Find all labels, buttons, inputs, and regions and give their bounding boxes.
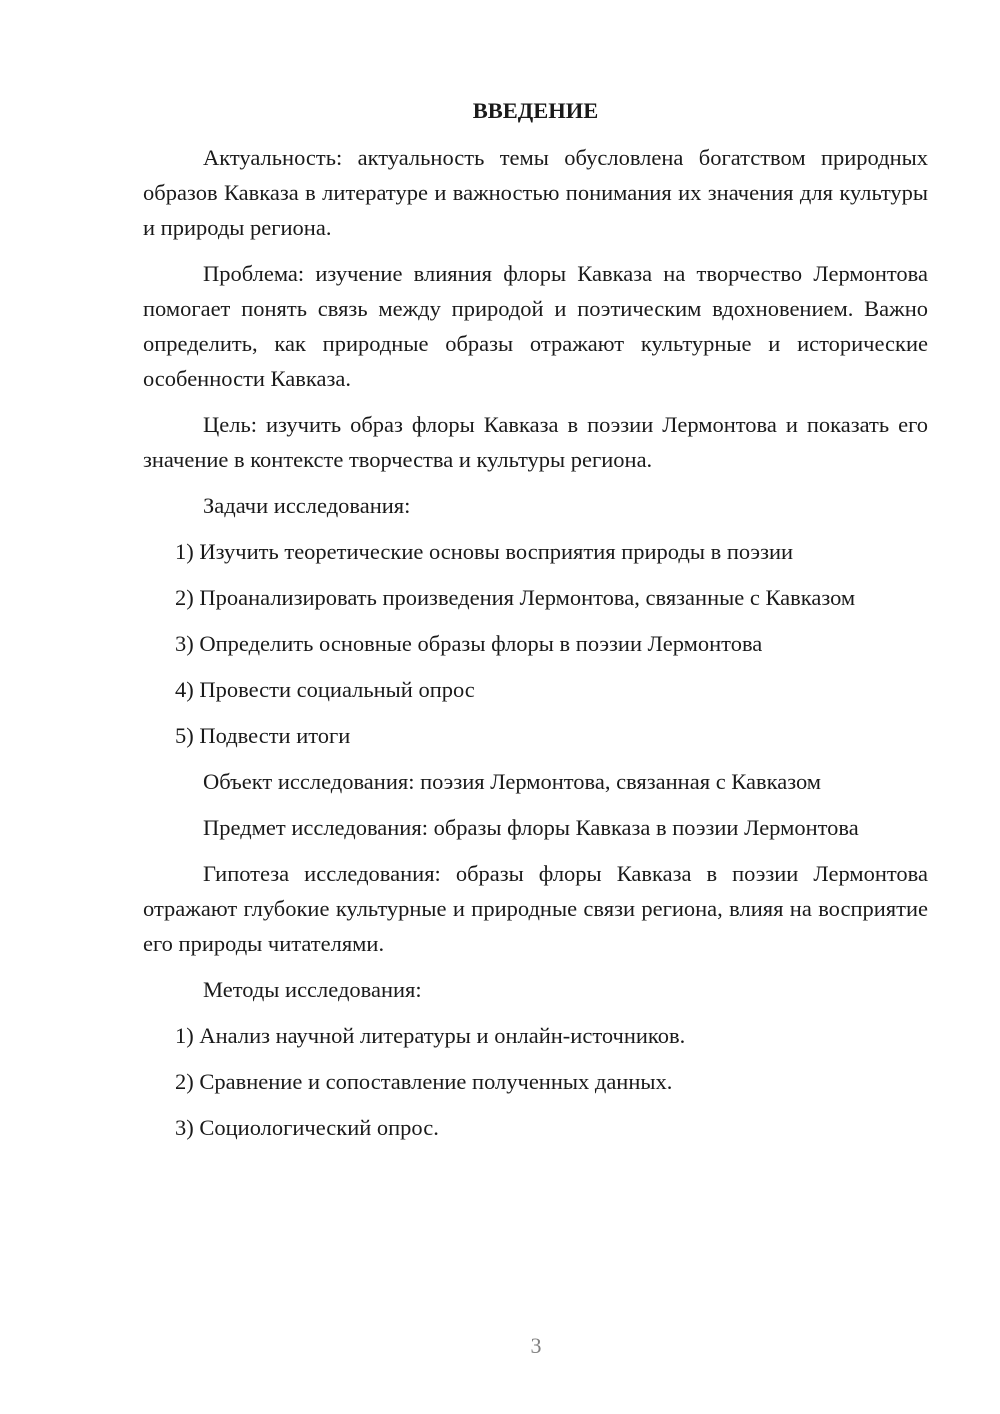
- tasks-heading: Задачи исследования:: [203, 493, 411, 518]
- methods-heading: Методы исследования:: [203, 977, 422, 1002]
- relevance-paragraph: Актуальность: актуальность темы обусловлена богатством природных образов Кавказа в литературе и важностью понимания их значения для культуры и природы региона.: [143, 145, 928, 240]
- problem-paragraph: Проблема: изучение влияния флоры Кавказа на творчество Лермонтова помогает понять связь между природой и поэтическим вдохновением. Важно определить, как природные образы отражают культурные и исторические особенности Кавказа.: [143, 261, 928, 391]
- task-item-3: 3) Определить основные образы флоры в поэзии Лермонтова: [175, 631, 763, 656]
- object-paragraph: Объект исследования: поэзия Лермонтова, связанная с Кавказом: [203, 769, 822, 794]
- method-item-3: 3) Социологический опрос.: [175, 1115, 439, 1140]
- goal-paragraph: Цель: изучить образ флоры Кавказа в поэзии Лермонтова и показать его значение в контексте творчества и культуры региона.: [143, 412, 928, 472]
- document-page: [143, 94, 928, 1156]
- hypothesis-paragraph: Гипотеза исследования: образы флоры Кавказа в поэзии Лермонтова отражают глубокие культурные и природные связи региона, влияя на восприятие его природы читателями.: [143, 861, 928, 956]
- section-title: ВВЕДЕНИЕ: [472, 98, 599, 123]
- page-number: 3: [530, 1333, 542, 1358]
- task-item-5: 5) Подвести итоги: [175, 723, 351, 748]
- subject-paragraph: Предмет исследования: образы флоры Кавказа в поэзии Лермонтова: [203, 815, 859, 840]
- task-item-2: [143, 580, 928, 615]
- task-item-1: 1) Изучить теоретические основы восприятия природы в поэзии: [175, 539, 794, 564]
- method-item-1: 1) Анализ научной литературы и онлайн-источников.: [175, 1023, 686, 1048]
- task-item-2-text: 2) Проанализировать произведения Лермонтова, связанные с Кавказом: [175, 585, 856, 610]
- task-item-4: 4) Провести социальный опрос: [175, 677, 475, 702]
- method-item-2: 2) Сравнение и сопоставление полученных данных.: [175, 1069, 673, 1094]
